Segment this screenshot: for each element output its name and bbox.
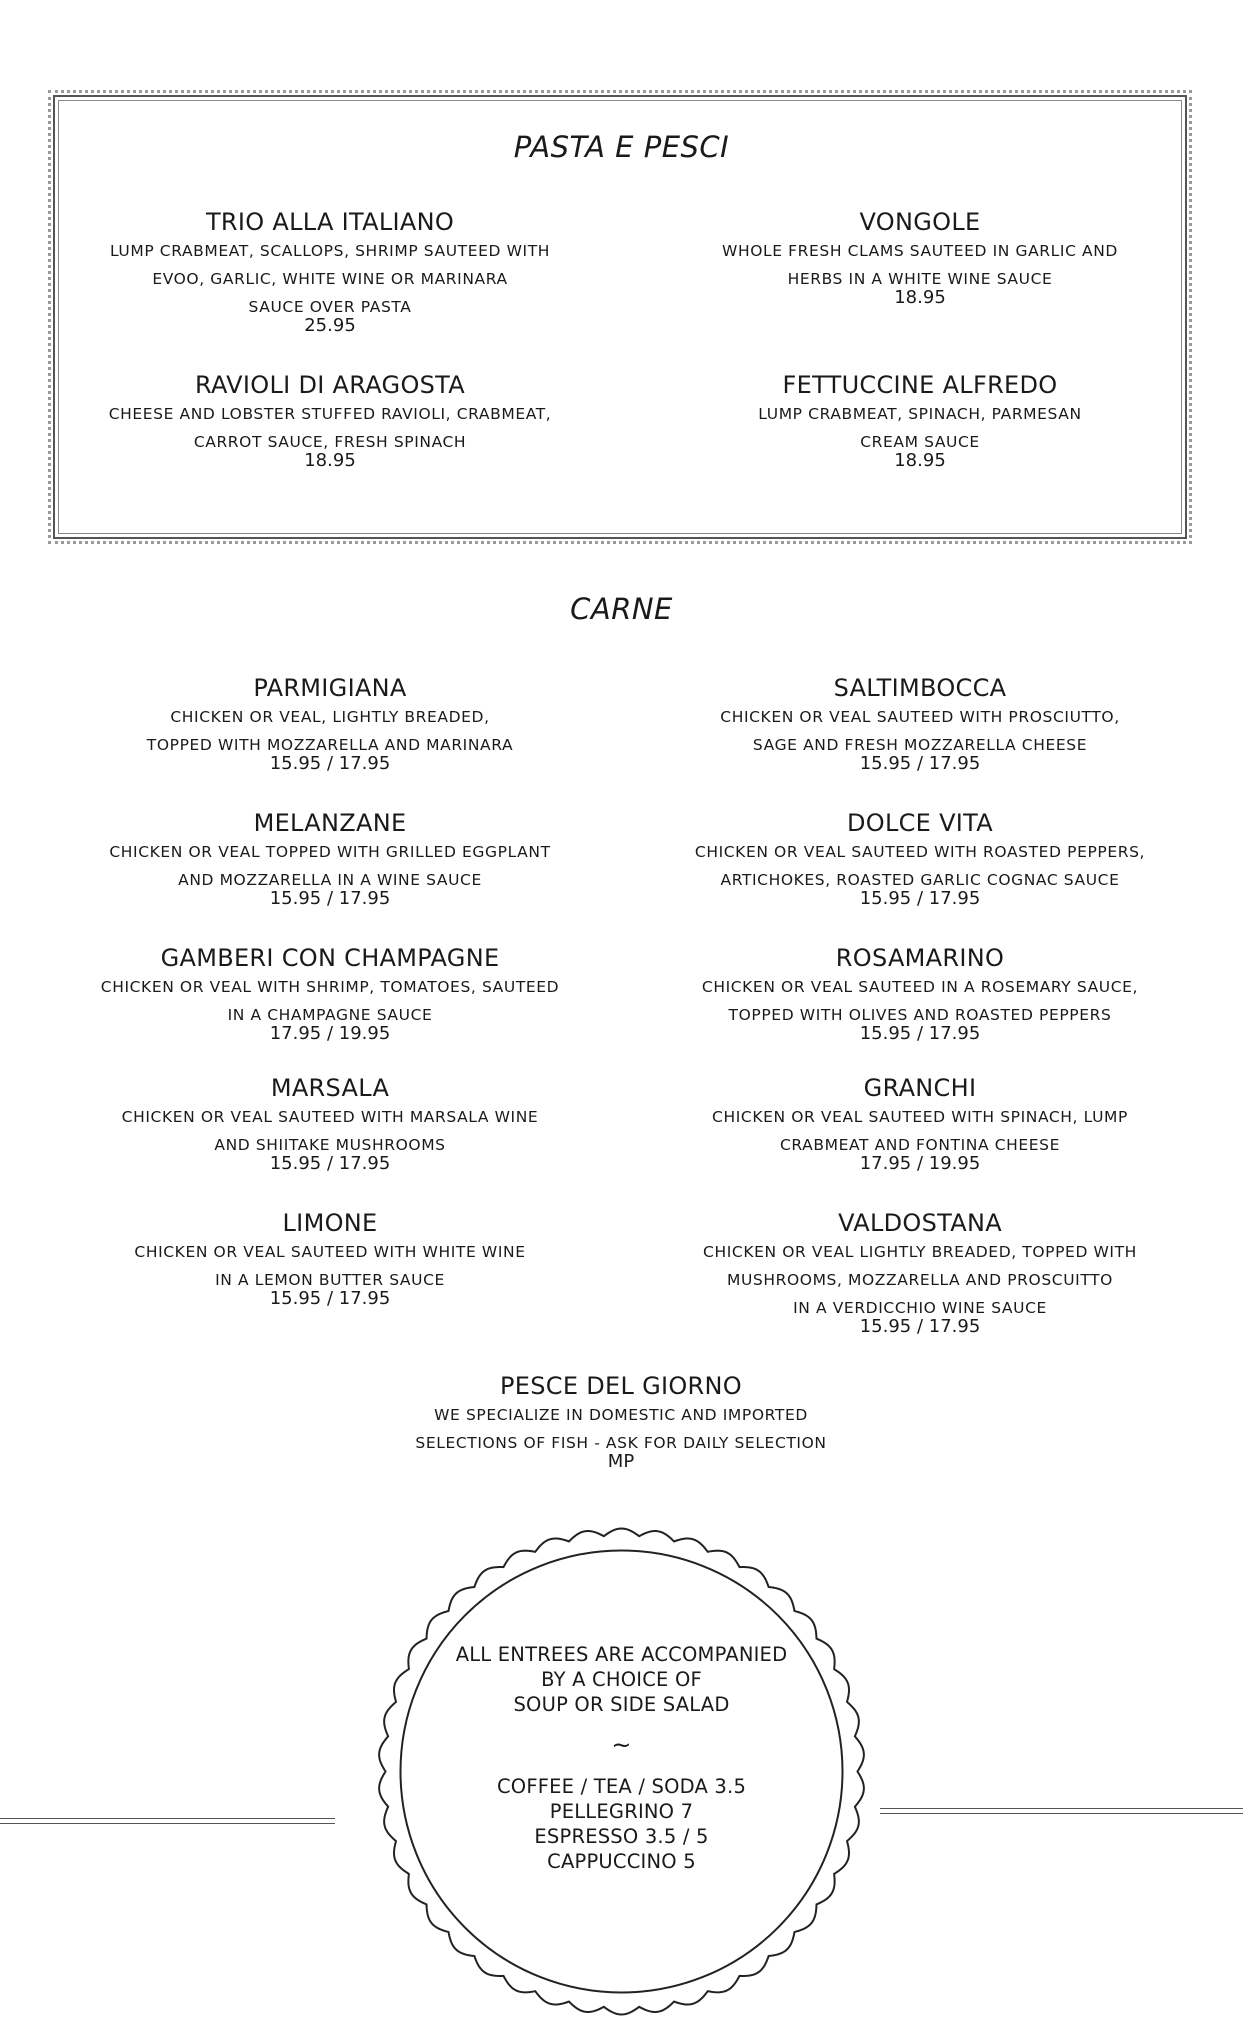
dish-name: GAMBERI CON CHAMPAGNE xyxy=(160,944,500,972)
dish-price: 15.95 / 17.95 xyxy=(269,1153,391,1174)
dish-description-line: SAGE AND FRESH MOZZARELLA CHEESE xyxy=(752,736,1088,754)
dish-price: 18.95 xyxy=(894,287,946,308)
dish-description-line: IN A CHAMPAGNE SAUCE xyxy=(227,1006,433,1024)
dish-pesce-del-giorno xyxy=(341,1371,901,1472)
dish-description-line: TOPPED WITH OLIVES AND ROASTED PEPPERS xyxy=(728,1006,1112,1024)
dish-rosamarino xyxy=(640,943,1200,1044)
dish-description-line: SAUCE OVER PASTA xyxy=(248,298,412,316)
dish-description-line: AND MOZZARELLA IN A WINE SAUCE xyxy=(178,871,482,889)
dish-name: RAVIOLI DI ARAGOSTA xyxy=(195,371,465,399)
dish-name: ROSAMARINO xyxy=(835,944,1005,972)
dish-name: PESCE DEL GIORNO xyxy=(500,1372,742,1400)
entree-notice-line: BY A CHOICE OF xyxy=(541,1668,702,1691)
dish-description-line: CHICKEN OR VEAL SAUTEED WITH ROASTED PEPPERS, xyxy=(694,843,1146,861)
dish-price: 15.95 / 17.95 xyxy=(859,1023,981,1044)
dish-description-line: CHEESE AND LOBSTER STUFFED RAVIOLI, CRABMEAT, xyxy=(108,405,552,423)
dish-dolce-vita xyxy=(640,808,1200,909)
dish-name: VALDOSTANA xyxy=(838,1209,1002,1237)
dish-price: 15.95 / 17.95 xyxy=(269,753,391,774)
dish-trio-alla-italiano xyxy=(50,207,610,336)
dish-price: 18.95 xyxy=(304,450,356,471)
dish-name: SALTIMBOCCA xyxy=(833,674,1007,702)
dish-description-line: CHICKEN OR VEAL, LIGHTLY BREADED, xyxy=(170,708,490,726)
dish-description-line: CRABMEAT AND FONTINA CHEESE xyxy=(780,1136,1060,1154)
dish-price: 15.95 / 17.95 xyxy=(269,1288,391,1309)
dish-name: MARSALA xyxy=(270,1074,390,1102)
drink-price-line: PELLEGRINO 7 xyxy=(549,1800,694,1823)
dish-price: 15.95 / 17.95 xyxy=(269,888,391,909)
dish-description-line: WHOLE FRESH CLAMS SAUTEED IN GARLIC AND xyxy=(722,242,1118,260)
dish-description-line: CHICKEN OR VEAL TOPPED WITH GRILLED EGGPLANT xyxy=(109,843,551,861)
dish-price: 25.95 xyxy=(304,315,356,336)
dish-description-line: WE SPECIALIZE IN DOMESTIC AND IMPORTED xyxy=(434,1406,808,1424)
dish-description-line: CHICKEN OR VEAL LIGHTLY BREADED, TOPPED WITH xyxy=(703,1243,1137,1261)
dish-fettuccine-alfredo xyxy=(640,370,1200,471)
drink-price-line: CAPPUCCINO 5 xyxy=(547,1850,696,1873)
dish-description-line: LUMP CRABMEAT, SPINACH, PARMESAN xyxy=(758,405,1082,423)
dish-ravioli-di-aragosta xyxy=(50,370,610,471)
dish-price: 15.95 / 17.95 xyxy=(859,753,981,774)
dish-description-line: ARTICHOKES, ROASTED GARLIC COGNAC SAUCE xyxy=(720,871,1120,889)
dish-description-line: CHICKEN OR VEAL SAUTEED WITH WHITE WINE xyxy=(134,1243,526,1261)
dish-description-line: SELECTIONS OF FISH - ASK FOR DAILY SELECTION xyxy=(415,1434,827,1452)
dish-name: VONGOLE xyxy=(859,208,981,236)
scalloped-circle-frame xyxy=(370,1520,873,2023)
dish-description-line: HERBS IN A WHITE WINE SAUCE xyxy=(787,270,1053,288)
dish-description-line: CHICKEN OR VEAL SAUTEED IN A ROSEMARY SAUCE, xyxy=(701,978,1139,996)
dish-name: FETTUCCINE ALFREDO xyxy=(782,371,1058,399)
dish-price: 18.95 xyxy=(894,450,946,471)
dish-saltimbocca xyxy=(640,673,1200,774)
dish-description-line: CARROT SAUCE, FRESH SPINACH xyxy=(193,433,467,451)
dish-name: LIMONE xyxy=(282,1209,378,1237)
dish-description-line: IN A LEMON BUTTER SAUCE xyxy=(215,1271,445,1289)
dish-marsala xyxy=(50,1073,610,1174)
entree-notice-line: SOUP OR SIDE SALAD xyxy=(513,1693,730,1716)
dish-valdostana xyxy=(640,1208,1200,1337)
tilde-separator: ~ xyxy=(611,1731,632,1759)
entree-notice-line: ALL ENTREES ARE ACCOMPANIED xyxy=(455,1643,788,1666)
drink-price-line: COFFEE / TEA / SODA 3.5 xyxy=(496,1775,747,1798)
dish-name: TRIO ALLA ITALIANO xyxy=(205,208,455,236)
dish-description-line: CHICKEN OR VEAL WITH SHRIMP, TOMATOES, SAUTEED xyxy=(100,978,560,996)
carne-section-title: CARNE xyxy=(570,592,673,626)
dish-price: 17.95 / 19.95 xyxy=(269,1023,391,1044)
dish-description-line: CREAM SAUCE xyxy=(860,433,980,451)
dish-description-line: IN A VERDICCHIO WINE SAUCE xyxy=(793,1299,1047,1317)
dish-limone xyxy=(50,1208,610,1309)
dish-description-line: LUMP CRABMEAT, SCALLOPS, SHRIMP SAUTEED WITH xyxy=(109,242,551,260)
dish-description-line: MUSHROOMS, MOZZARELLA AND PROSCUITTO xyxy=(726,1271,1113,1289)
pasta-section-title: PASTA E PESCI xyxy=(513,130,730,164)
drink-price-line: ESPRESSO 3.5 / 5 xyxy=(534,1825,709,1848)
dish-name: GRANCHI xyxy=(863,1074,977,1102)
dish-granchi xyxy=(640,1073,1200,1174)
dish-name: PARMIGIANA xyxy=(253,674,407,702)
dish-price: MP xyxy=(607,1451,635,1472)
dish-name: DOLCE VITA xyxy=(846,809,993,837)
dish-parmigiana xyxy=(50,673,610,774)
dish-description-line: EVOO, GARLIC, WHITE WINE OR MARINARA xyxy=(152,270,508,288)
dish-price: 15.95 / 17.95 xyxy=(859,888,981,909)
dish-description-line: CHICKEN OR VEAL SAUTEED WITH SPINACH, LUMP xyxy=(712,1108,1128,1126)
dish-description-line: TOPPED WITH MOZZARELLA AND MARINARA xyxy=(146,736,514,754)
dish-name: MELANZANE xyxy=(253,809,407,837)
dish-description-line: CHICKEN OR VEAL SAUTEED WITH PROSCIUTTO, xyxy=(720,708,1120,726)
dish-gamberi-con-champagne xyxy=(50,943,610,1044)
dish-melanzane xyxy=(50,808,610,909)
scalloped-circle-badge xyxy=(370,1520,873,2023)
dish-price: 17.95 / 19.95 xyxy=(859,1153,981,1174)
dish-description-line: AND SHIITAKE MUSHROOMS xyxy=(214,1136,446,1154)
dish-price: 15.95 / 17.95 xyxy=(859,1316,981,1337)
dish-vongole xyxy=(640,207,1200,308)
dish-description-line: CHICKEN OR VEAL SAUTEED WITH MARSALA WINE xyxy=(121,1108,539,1126)
